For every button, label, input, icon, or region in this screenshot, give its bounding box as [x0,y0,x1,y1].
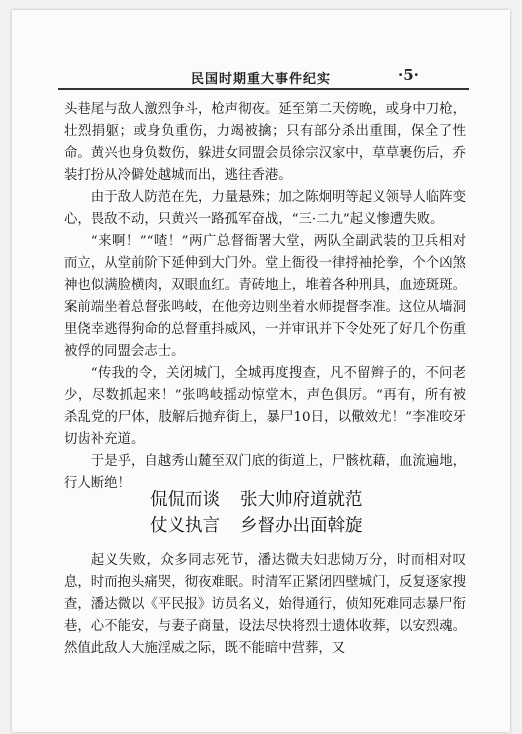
heading-phrase: 侃侃而谈 [150,490,220,510]
paragraph: 由于敌人防范在先，力量悬殊；加之陈炯明等起义领导人临阵变心，畏敌不动，只黄兴一路孤军奋战，“三·二九”起义惨遭失败。 [64,190,466,227]
paragraph: “来啊！”“喳！”两广总督衙署大堂，两队全副武装的卫兵相对而立，从堂前阶下延伸到大门外。堂上衙役一律捋袖抡拳，个个凶煞神也似满脸横肉，双眼血红。青砖地上，堆着各种刑具，血迹斑斑。案前端坐着总督张鸣岐，在他旁边则坐着水师提督李准。这位从墙洞里侥幸逃得狗命的总督重抖威风，一并审讯并下令处死了好几个伤重被俘的同盟会志士。 [64,234,466,359]
paragraph: 于是乎，自越秀山麓至双门底的街道上，尸骸枕藉，血流遍地，行人断绝！ [64,454,466,491]
running-header-title: 民国时期重大事件纪实 [190,72,331,87]
body-text-top [64,99,466,495]
paragraph: 起义失败，众多同志死节，潘达微夫妇悲恸万分，时而相对叹息，时而抱头痛哭，彻夜难眠。时清军正紧闭四壁城门，反复逐家搜查，潘达微以《平民报》访员名义，始得通行，侦知死难同志暴尸衔巷，心不能安，与妻子商量，设法尽快将烈士遗体收葬，以安烈魂。然值此敌人大施淫威之际，既不能暗中营葬，又 [64,553,466,656]
heading-phrase: 乡督办出面斡旋 [240,516,363,536]
body-text-bottom [64,550,466,660]
heading-phrase: 仗义执言 [150,516,220,536]
page-number: ·5· [398,66,419,84]
section-heading-line-1 [150,488,480,513]
paragraph-continued: 头巷尾与敌人激烈争斗，枪声彻夜。延至第二天傍晚，或身中刀枪，壮烈捐躯；或身负重伤，力竭被擒；只有部分杀出重围，保全了性命。黄兴也身负数伤，躲进女同盟会员徐宗汉家中，草草裹伤后，乔装打扮从冷僻处越城而出，逃往香港。 [64,102,466,183]
paragraph: “传我的令，关闭城门，全城再度搜查，凡不留辫子的，不问老少，尽数抓起来！”张鸣岐摇动惊堂木，声色俱厉。“再有，所有被杀乱党的尸体，肢解后抛弃街上，暴尸10日，以儆效尤！”李准咬牙切齿补充道。 [64,366,466,447]
header-rule [58,88,469,90]
section-heading-line-2 [150,514,480,539]
heading-phrase: 张大帅府道就范 [240,490,363,510]
